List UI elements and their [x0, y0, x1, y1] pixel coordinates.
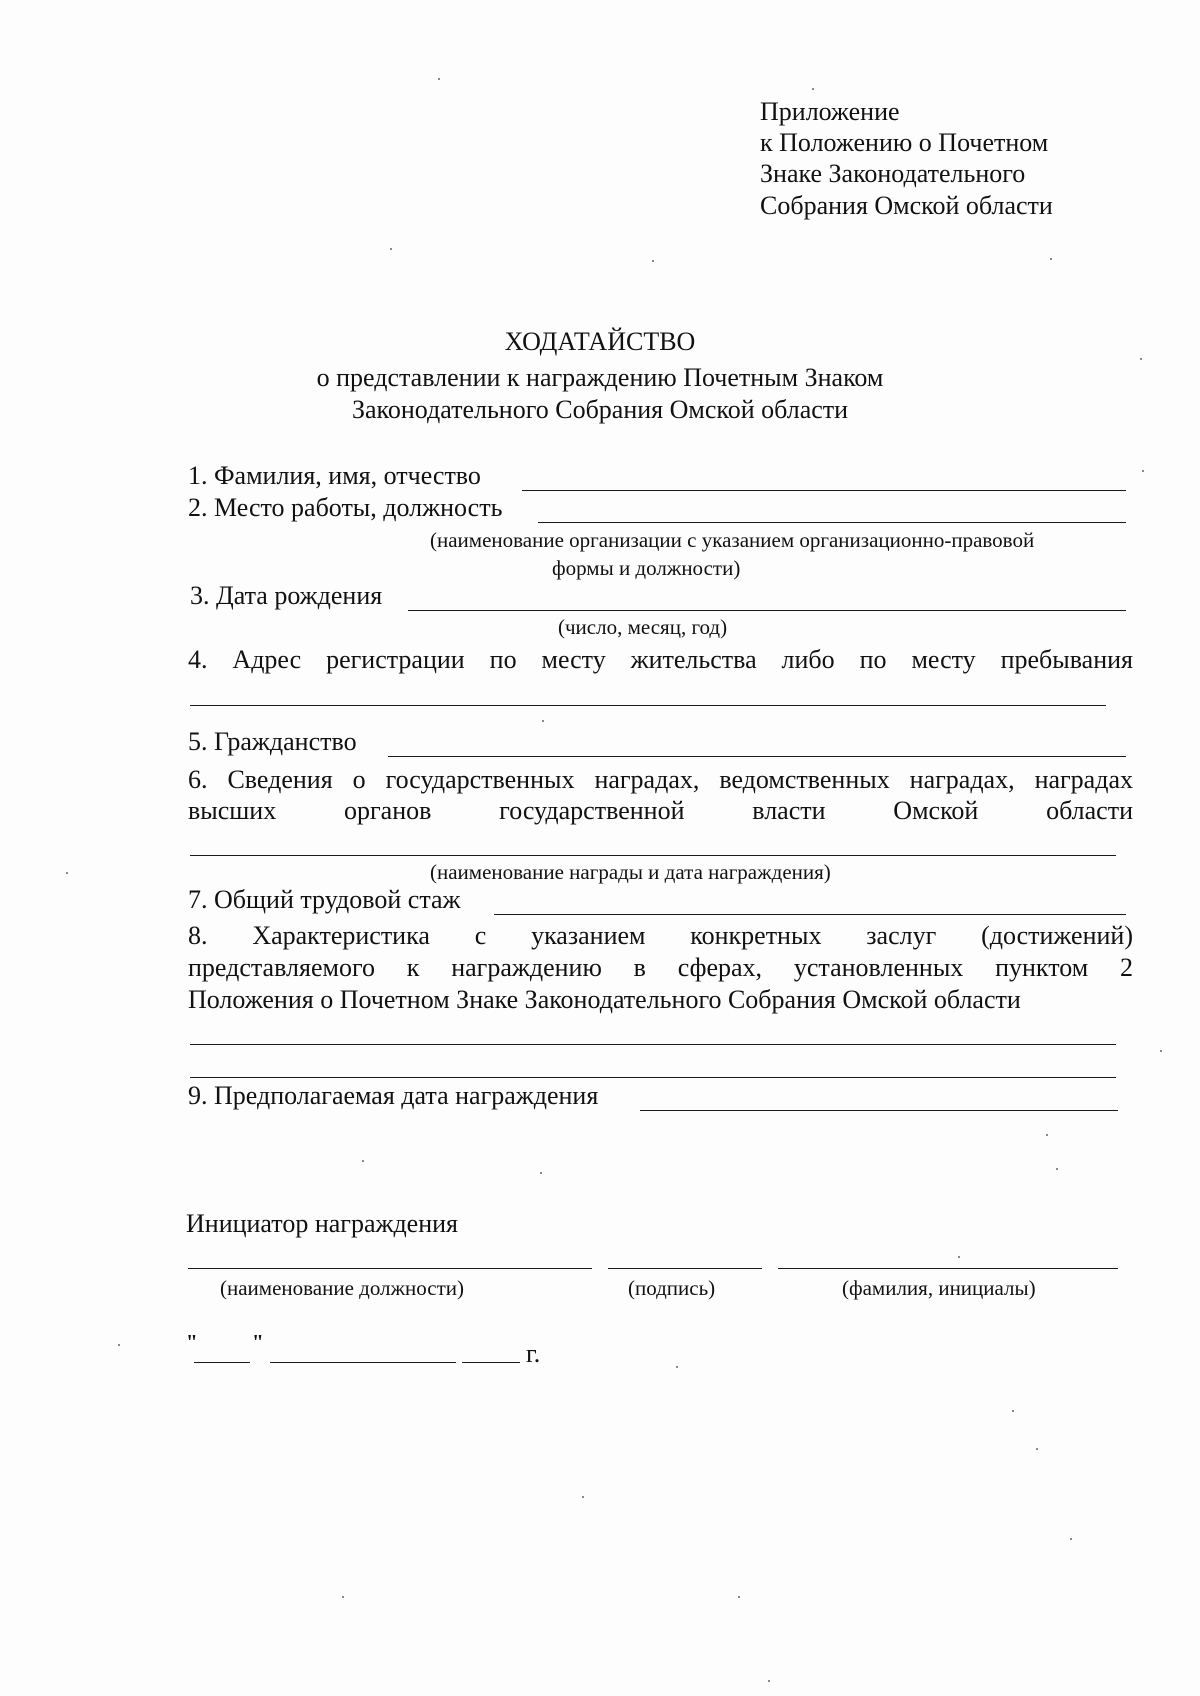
field-8-blank-1[interactable]: [190, 1044, 1116, 1045]
scan-speck: [118, 1344, 120, 1346]
document-subtitle-2: Законодательного Собрания Омской области: [351, 395, 849, 424]
field-3-label: 3. Дата рождения: [190, 581, 383, 610]
scan-speck: [1012, 1410, 1014, 1412]
appendix-line-4: Собрания Омской области: [760, 190, 1053, 220]
appendix-line-2: к Положению о Почетном: [760, 128, 1049, 158]
document-title: ХОДАТАЙСТВО: [504, 327, 696, 356]
appendix-line-3: Знаке Законодательного: [760, 159, 1026, 189]
scan-speck: [768, 1680, 770, 1682]
field-7-label: 7. Общий трудовой стаж: [188, 885, 461, 914]
scan-speck: [390, 248, 392, 250]
initiator-signature-hint: (подпись): [628, 1276, 716, 1300]
field-3-hint: (число, месяц, год): [558, 615, 728, 639]
field-3-blank[interactable]: [408, 610, 1126, 611]
scan-speck: [362, 1160, 364, 1162]
initiator-name-blank[interactable]: [778, 1268, 1118, 1269]
scan-speck: [542, 720, 544, 722]
scan-speck: [540, 1172, 542, 1174]
field-9-label: 9. Предполагаемая дата награждения: [188, 1081, 599, 1110]
date-year-suffix: г.: [526, 1339, 541, 1368]
scan-speck: [1056, 1168, 1058, 1170]
date-month-blank[interactable]: [270, 1362, 456, 1363]
field-2-blank[interactable]: [538, 522, 1126, 523]
field-6-line-2: высших органов государственной власти Омской области: [188, 796, 1133, 825]
scan-speck: [582, 1496, 584, 1498]
field-1-label: 1. Фамилия, имя, отчество: [188, 461, 481, 490]
scan-speck: [738, 1596, 740, 1598]
scan-speck: [958, 1256, 960, 1258]
field-6-hint: (наименование награды и дата награждения): [430, 860, 831, 884]
field-6-line-1: 6. Сведения о государственных наградах, ведомственных наградах, наградах: [188, 765, 1133, 794]
date-year-blank[interactable]: [462, 1362, 520, 1363]
document-subtitle-1: о представлении к награждению Почетным Знаком: [316, 363, 884, 392]
scan-speck: [1036, 1448, 1038, 1450]
field-1-blank[interactable]: [522, 490, 1126, 491]
field-8-line-2: представляемого к награждению в сферах, установленных пунктом 2: [188, 953, 1133, 982]
scan-speck: [1160, 1050, 1162, 1052]
scan-speck: [342, 1596, 344, 1598]
scan-speck: [1050, 258, 1052, 260]
initiator-label: Инициатор награждения: [186, 1209, 458, 1238]
appendix-line-1: Приложение: [760, 97, 900, 126]
scan-speck: [676, 1366, 678, 1368]
field-5-blank[interactable]: [388, 756, 1126, 757]
field-2-label: 2. Место работы, должность: [188, 493, 503, 522]
initiator-name-hint: (фамилия, инициалы): [842, 1276, 1036, 1300]
field-8-line-3: Положения о Почетном Знаке Законодательного Собрания Омской области: [188, 985, 1021, 1014]
field-9-blank[interactable]: [640, 1110, 1118, 1111]
field-2-hint-1: (наименование организации с указанием организационно-правовой: [430, 528, 1035, 552]
field-8-line-1: 8. Характеристика с указанием конкретных заслуг (достижений): [188, 921, 1133, 950]
initiator-position-hint: (наименование должности): [220, 1276, 465, 1300]
initiator-signature-blank[interactable]: [608, 1268, 762, 1269]
field-6-blank[interactable]: [190, 855, 1116, 856]
field-8-blank-2[interactable]: [190, 1077, 1116, 1078]
field-7-blank[interactable]: [494, 914, 1126, 915]
appendix-block: [760, 96, 1053, 221]
field-5-label: 5. Гражданство: [188, 727, 357, 756]
scan-speck: [1070, 1538, 1072, 1540]
date-day-blank[interactable]: [194, 1362, 250, 1363]
scan-speck: [812, 88, 814, 90]
date-quote-open: ": [186, 1330, 198, 1354]
scan-speck: [66, 872, 68, 874]
scan-speck: [1140, 358, 1142, 360]
field-4-blank[interactable]: [190, 705, 1106, 706]
scan-speck: [1046, 1134, 1048, 1136]
initiator-position-blank[interactable]: [188, 1268, 592, 1269]
date-quote-close: ": [252, 1330, 264, 1354]
field-2-hint-2: формы и должности): [552, 556, 741, 580]
scan-speck: [1142, 470, 1144, 472]
scan-speck: [438, 78, 440, 80]
scan-speck: [652, 260, 654, 262]
field-4-label: 4. Адрес регистрации по месту жительства либо по месту пребывания: [188, 645, 1133, 674]
